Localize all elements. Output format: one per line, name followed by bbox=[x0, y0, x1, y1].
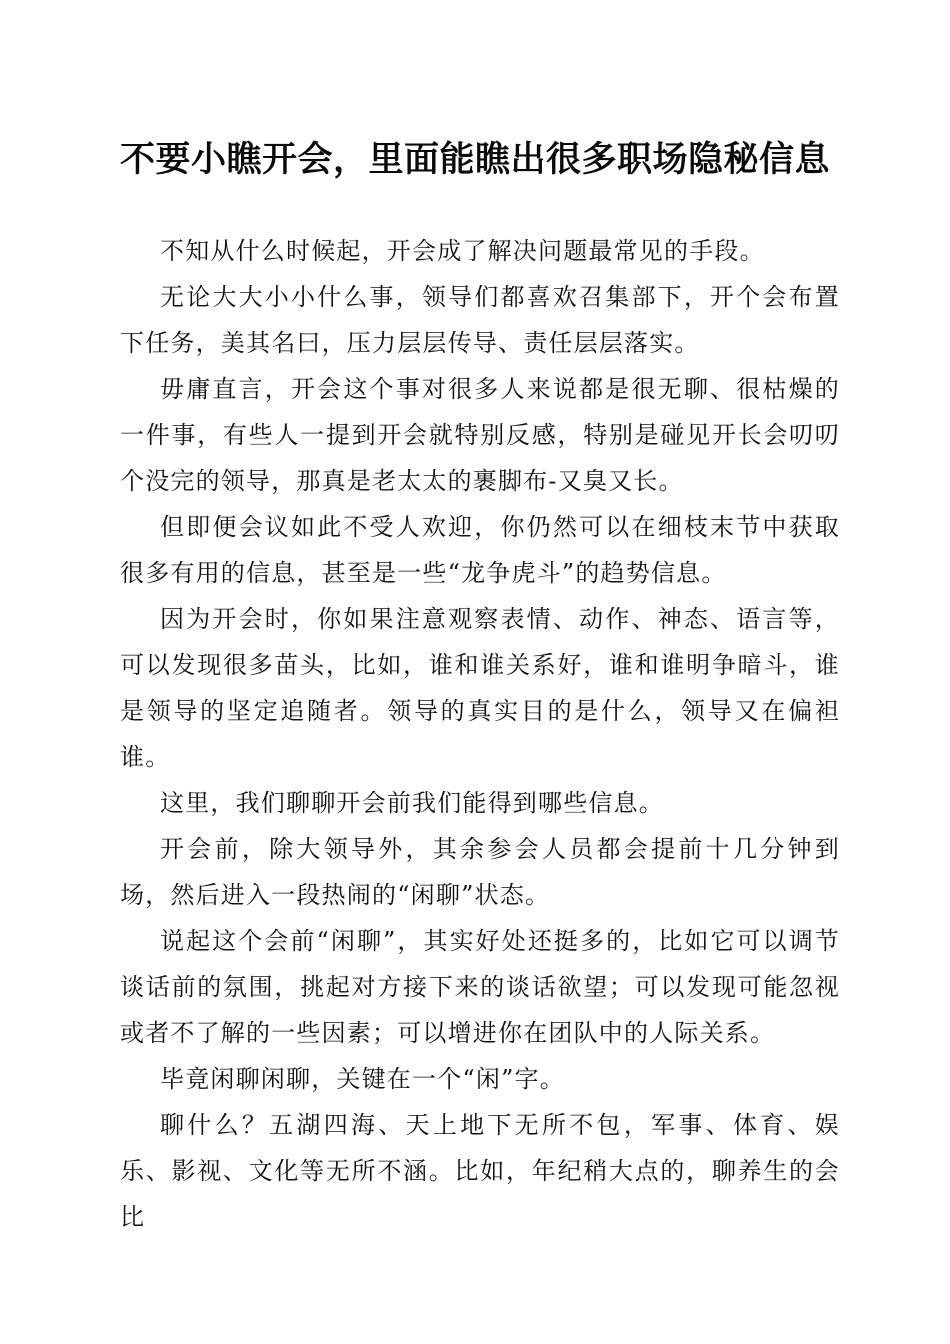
document-body bbox=[120, 228, 840, 1240]
paragraph: 但即便会议如此不受人欢迎，你仍然可以在细枝末节中获取很多有用的信息，甚至是一些“龙争虎斗”的趋势信息。 bbox=[120, 513, 840, 587]
paragraph: 开会前，除大领导外，其余参会人员都会提前十几分钟到场，然后进入一段热闹的“闲聊”状态。 bbox=[120, 835, 840, 909]
paragraph: 不知从什么时候起，开会成了解决问题最常见的手段。 bbox=[160, 237, 765, 265]
paragraph: 说起这个会前“闲聊”，其实好处还挺多的，比如它可以调节谈话前的氛围，挑起对方接下来的谈话欲望；可以发现可能忽视或者不了解的一些因素；可以增进你在团队中的人际关系。 bbox=[120, 927, 840, 1047]
paragraph: 无论大大小小什么事，领导们都喜欢召集部下，开个会布置下任务，美其名曰，压力层层传导、责任层层落实。 bbox=[120, 283, 840, 357]
paragraph: 毕竟闲聊闲聊，关键在一个“闲”字。 bbox=[160, 1065, 565, 1093]
paragraph: 因为开会时，你如果注意观察表情、动作、神态、语言等，可以发现很多苗头，比如，谁和谁关系好，谁和谁明争暗斗，谁是领导的坚定追随者。领导的真实目的是什么，领导又在偏袒谁。 bbox=[120, 605, 840, 771]
paragraph: 这里，我们聊聊开会前我们能得到哪些信息。 bbox=[160, 789, 664, 817]
paragraph: 毋庸直言，开会这个事对很多人来说都是很无聊、很枯燥的一件事，有些人一提到开会就特别反感，特别是碰见开长会叨叨个没完的领导，那真是老太太的裹脚布-又臭又长。 bbox=[120, 375, 840, 495]
paragraph: 聊什么？五湖四海、天上地下无所不包，军事、体育、娱乐、影视、文化等无所不涵。比如，年纪稍大点的，聊养生的会比 bbox=[120, 1111, 840, 1231]
document-title: 不要小瞧开会，里面能瞧出很多职场隐秘信息 bbox=[119, 140, 830, 180]
